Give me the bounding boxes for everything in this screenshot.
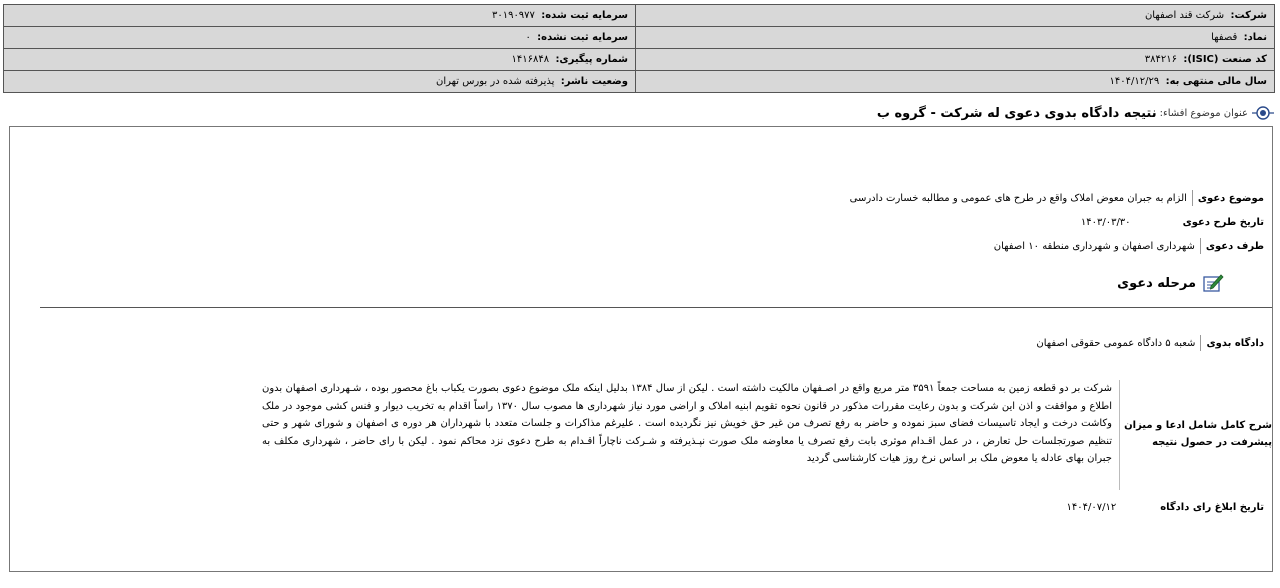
section-divider bbox=[40, 307, 1272, 308]
company-label: شرکت: bbox=[1230, 10, 1267, 21]
disclosure-subject bbox=[877, 103, 1274, 123]
lawsuit-subject-label: موضوع دعوی bbox=[1197, 192, 1264, 204]
symbol-value: قصفها bbox=[1211, 32, 1238, 43]
publisher-status-label: وضعیت ناشر: bbox=[560, 76, 628, 87]
unregistered-capital-cell bbox=[4, 27, 636, 49]
separator bbox=[1200, 335, 1201, 351]
court-row bbox=[1036, 335, 1264, 351]
unregistered-capital-value: ۰ bbox=[525, 32, 531, 43]
target-bullet-icon bbox=[1252, 105, 1274, 121]
company-value: شرکت قند اصفهان bbox=[1144, 10, 1225, 21]
fiscal-year-value: ۱۴۰۴/۱۲/۲۹ bbox=[1109, 76, 1160, 87]
opponent-label: طرف دعوی bbox=[1205, 240, 1264, 252]
notification-date-label: تاریخ ابلاغ رای دادگاه bbox=[1160, 501, 1264, 513]
fiscal-year-label: سال مالی منتهی به: bbox=[1165, 76, 1267, 87]
registered-capital-label: سرمایه ثبت شده: bbox=[541, 10, 628, 21]
symbol-label: نماد: bbox=[1243, 32, 1267, 43]
court-value: شعبه ۵ دادگاه عمومی حقوقی اصفهان bbox=[1036, 337, 1196, 349]
registered-capital-cell bbox=[4, 5, 636, 27]
stage-heading bbox=[1117, 273, 1224, 293]
lawsuit-subject-row bbox=[850, 190, 1264, 206]
description-label: شرح کامل شامل ادعا و میزان پیشرفت در حصول نتیجه bbox=[1124, 420, 1272, 448]
separator bbox=[1192, 190, 1193, 206]
court-label: دادگاه بدوی bbox=[1206, 337, 1264, 349]
lawsuit-panel bbox=[9, 126, 1273, 572]
company-info-table bbox=[3, 4, 1275, 93]
tracking-value: ۱۴۱۶۸۴۸ bbox=[511, 54, 550, 65]
edit-note-icon bbox=[1202, 273, 1224, 293]
publisher-status-value: پذیرفته شده در بورس تهران bbox=[436, 76, 555, 87]
isic-label: کد صنعت (ISIC): bbox=[1183, 54, 1267, 65]
filing-date-row bbox=[1081, 214, 1264, 230]
isic-cell bbox=[636, 49, 1275, 71]
opponent-value: شهرداری اصفهان و شهرداری منطقه ۱۰ اصفهان bbox=[993, 240, 1195, 252]
company-cell bbox=[636, 5, 1275, 27]
unregistered-capital-label: سرمایه ثبت نشده: bbox=[537, 32, 628, 43]
fiscal-year-cell bbox=[636, 71, 1275, 93]
symbol-cell bbox=[636, 27, 1275, 49]
isic-value: ۳۸۴۲۱۶ bbox=[1144, 54, 1177, 65]
filing-date-value: ۱۴۰۳/۰۳/۳۰ bbox=[1080, 216, 1131, 228]
opponent-row bbox=[994, 238, 1264, 254]
stage-title: مرحله دعوی bbox=[1117, 275, 1196, 291]
separator bbox=[1119, 380, 1120, 490]
description-text: شرکت بر دو قطعه زمین به مساحت جمعاً ۳۵۹۱ متر مربع واقع در اصـفهان مالکیت داشته است . لیکن از سال ۱۳۸۴ بدلیل اینکه ملک موضوع دعوی بصورت یکباب باغ محصور بوده ، شـهرداری اصفهان بدون اطلاع و موافقت و اذن این شرکت و بدون رعایت مقررات مذکور در قانون نحوه تقویم ابنیه املاک و اراضی مورد نیاز شهرداری ها مصوب سال ۱۳۷۰ راساً اقدام به تخریب دیوار و فنس کشی موجود در ملک وکاشت درخت و ایجاد تاسیسات فضای سبز نموده و حاضر به رفع تصرف من غیر حق خویش نیز نگردیده است . علیرغم مذاکرات و جلسات متعدد با شهرداران هر دوره ی اصفهان و شورای شهر و حتی تنظیم صورتجلسات حل تعارض ، در عمل اقـدام موثری بابت رفع تصرف یا معاوضه ملک صورت نپـذیرفته و شـرکت ناچاراً اقـدام به طرح دعوی نزد محاکم نمود . لیکن با رای حاضر ، شهرداری مکلف به جبران بهای عادله یا معوض ملک بر اساس نرخ روز هیات کارشناسی گردید bbox=[262, 383, 1112, 465]
filing-date-label: تاریخ طرح دعوی bbox=[1182, 216, 1264, 228]
registered-capital-value: ۳۰۱۹۰۹۷۷ bbox=[491, 10, 535, 21]
notification-date-row bbox=[1066, 499, 1264, 515]
notification-date-value: ۱۴۰۴/۰۷/۱۲ bbox=[1066, 501, 1117, 513]
separator bbox=[1200, 238, 1201, 254]
subject-title: نتیجه دادگاه بدوی دعوی له شرکت - گروه ب bbox=[876, 105, 1157, 121]
lawsuit-subject-value: الزام به جبران معوض املاک واقع در طرح های عمومی و مطالبه خسارت دادرسی bbox=[849, 192, 1187, 204]
publisher-status-cell bbox=[4, 71, 636, 93]
subject-label: عنوان موضوع افشاء: bbox=[1159, 107, 1248, 119]
tracking-cell bbox=[4, 49, 636, 71]
tracking-label: شماره پیگیری: bbox=[555, 54, 628, 65]
